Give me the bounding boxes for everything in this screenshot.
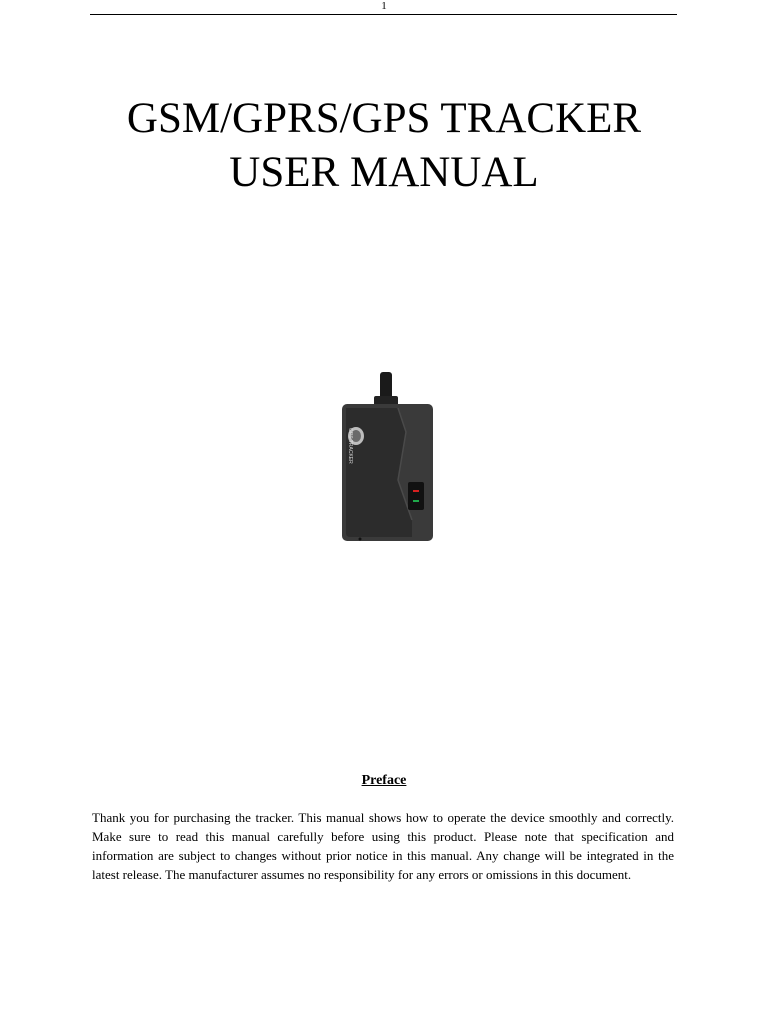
device-label-text: GPS TRACKER bbox=[347, 428, 353, 464]
green-led-indicator bbox=[413, 500, 419, 502]
document-title bbox=[0, 92, 768, 200]
preface-paragraph: Thank you for purchasing the tracker. This manual shows how to operate the device smoothly and correctly. Make sure to read this manual carefully before using this product. Please note that specification and information are subject to changes without prior notice in this manual. Any change will be integrated in the latest release. The manufacturer assumes no responsibility for any errors or omissions in this document. bbox=[92, 810, 674, 882]
device-screw bbox=[359, 538, 362, 541]
header-rule bbox=[90, 14, 677, 15]
device-cable bbox=[380, 372, 392, 400]
preface-heading: Preface bbox=[361, 773, 407, 788]
indicator-window bbox=[408, 482, 424, 510]
red-led-indicator bbox=[413, 490, 419, 492]
title-line-2: USER MANUAL bbox=[229, 149, 539, 196]
page-number: 1 bbox=[381, 0, 387, 12]
gps-tracker-device-image bbox=[330, 370, 442, 546]
title-line-1: GSM/GPRS/GPS TRACKER bbox=[126, 95, 642, 142]
gps-tracker-device-illustration bbox=[330, 370, 442, 546]
